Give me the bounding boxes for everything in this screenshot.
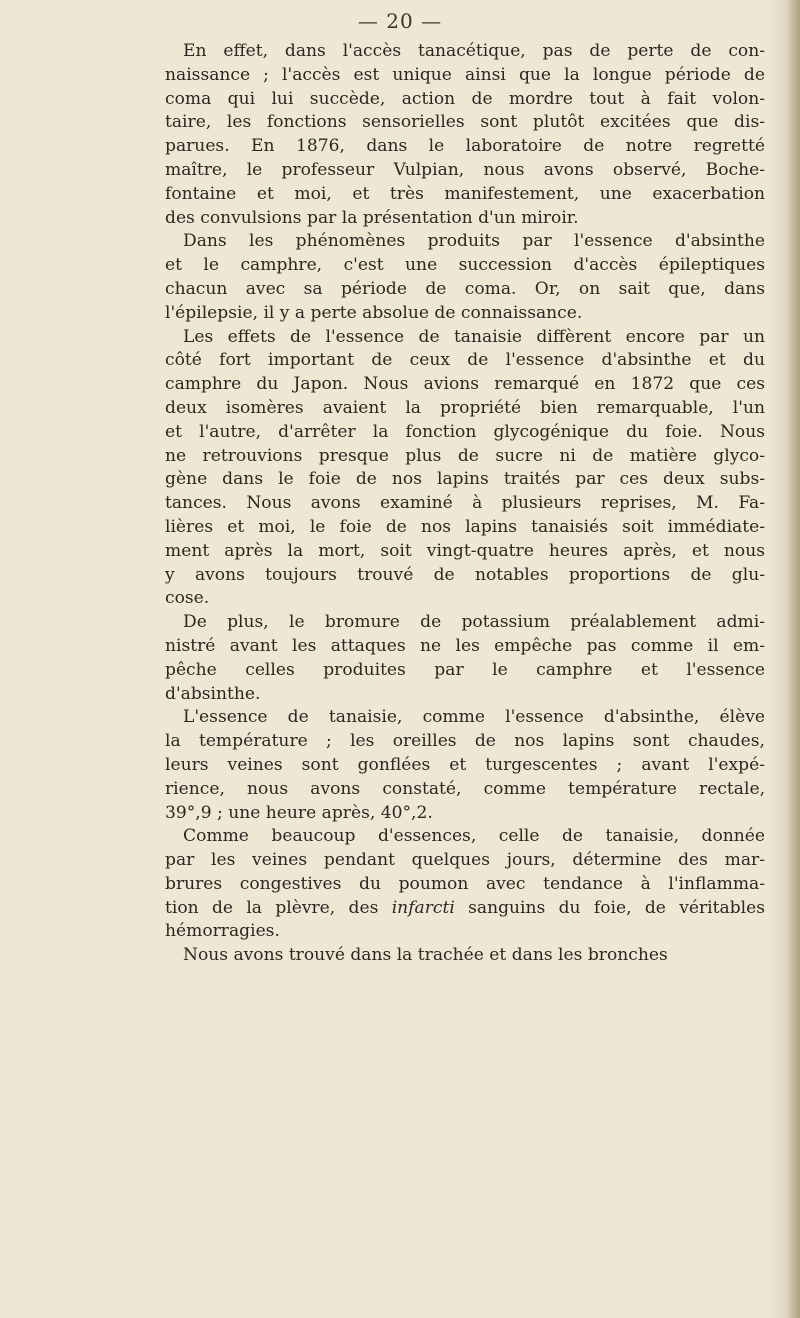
text-line: brures congestives du poumon avec tendance à l'inflamma- bbox=[165, 873, 765, 894]
text-line: pêche celles produites par le camphre et l'essence bbox=[165, 659, 765, 680]
text-line: l'épilepsie, il y a perte absolue de connaissance. bbox=[165, 302, 583, 323]
text-line: Comme beaucoup d'essences, celle de tanaisie, donnée bbox=[183, 826, 765, 847]
text-line: nistré avant les attaques ne les empêche pas comme il em- bbox=[165, 635, 765, 656]
italic-term: infarcti bbox=[391, 897, 455, 918]
text-line: taire, les fonctions sensorielles sont plutôt excitées que dis- bbox=[165, 112, 765, 133]
text-line: Nous avons trouvé dans la trachée et dans les bronches bbox=[183, 945, 668, 966]
text-line-mixed bbox=[165, 897, 765, 921]
text-line: parues. En 1876, dans le laboratoire de notre regretté bbox=[165, 136, 765, 157]
text-line: leurs veines sont gonflées et turgescentes ; avant l'expé- bbox=[165, 754, 765, 775]
text-line: cose. bbox=[165, 588, 210, 609]
text-line: ment après la mort, soit vingt-quatre heures après, et nous bbox=[165, 540, 765, 561]
text-line: coma qui lui succède, action de mordre tout à fait volon- bbox=[165, 88, 765, 109]
page-edge-shadow bbox=[786, 0, 800, 1318]
text-segment: tion de la plèvre, des bbox=[165, 897, 379, 918]
text-line: En effet, dans l'accès tanacétique, pas de perte de con- bbox=[183, 41, 765, 61]
text-line: des convulsions par la présentation d'un miroir. bbox=[165, 207, 579, 228]
text-line: De plus, le bromure de potassium préalablement admi- bbox=[183, 612, 765, 633]
text-line: Les effets de l'essence de tanaisie diffèrent encore par un bbox=[183, 326, 765, 347]
text-line: tances. Nous avons examiné à plusieurs reprises, M. Fa- bbox=[165, 493, 765, 514]
text-line: rience, nous avons constaté, comme température rectale, bbox=[165, 778, 765, 799]
text-line: fontaine et moi, et très manifestement, une exacerbation bbox=[165, 183, 765, 204]
text-line: L'essence de tanaisie, comme l'essence d'absinthe, élève bbox=[183, 707, 765, 728]
text-segment: sanguins du foie, de véritables bbox=[468, 897, 765, 918]
text-line: et le camphre, c'est une succession d'accès épileptiques bbox=[165, 255, 765, 276]
text-line: 39°,9 ; une heure après, 40°,2. bbox=[165, 802, 433, 823]
text-line: gène dans le foie de nos lapins traités par ces deux subs- bbox=[165, 469, 765, 490]
text-line: la température ; les oreilles de nos lapins sont chaudes, bbox=[165, 731, 765, 752]
text-line: lières et moi, le foie de nos lapins tanaisiés soit immédiate- bbox=[165, 516, 765, 537]
text-line: naissance ; l'accès est unique ainsi que la longue période de bbox=[165, 64, 765, 85]
text-line: deux isomères avaient la propriété bien remarquable, l'un bbox=[165, 397, 765, 418]
body-text bbox=[165, 40, 765, 968]
page-number: — 20 — bbox=[357, 9, 443, 33]
text-line: d'absinthe. bbox=[165, 683, 261, 704]
text-line: par les veines pendant quelques jours, détermine des mar- bbox=[165, 850, 765, 871]
text-line: et l'autre, d'arrêter la fonction glycogénique du foie. Nous bbox=[165, 421, 765, 442]
text-line: côté fort important de ceux de l'essence d'absinthe et du bbox=[165, 350, 765, 371]
text-line: Dans les phénomènes produits par l'essence d'absinthe bbox=[183, 231, 765, 252]
text-line: chacun avec sa période de coma. Or, on sait que, dans bbox=[165, 278, 765, 299]
text-line: y avons toujours trouvé de notables proportions de glu- bbox=[165, 564, 765, 585]
text-line: hémorragies. bbox=[165, 921, 280, 942]
text-line: camphre du Japon. Nous avions remarqué en 1872 que ces bbox=[165, 374, 765, 395]
text-line: ne retrouvions presque plus de sucre ni de matière glyco- bbox=[165, 445, 765, 466]
text-line: maître, le professeur Vulpian, nous avons observé, Boche- bbox=[165, 159, 765, 180]
